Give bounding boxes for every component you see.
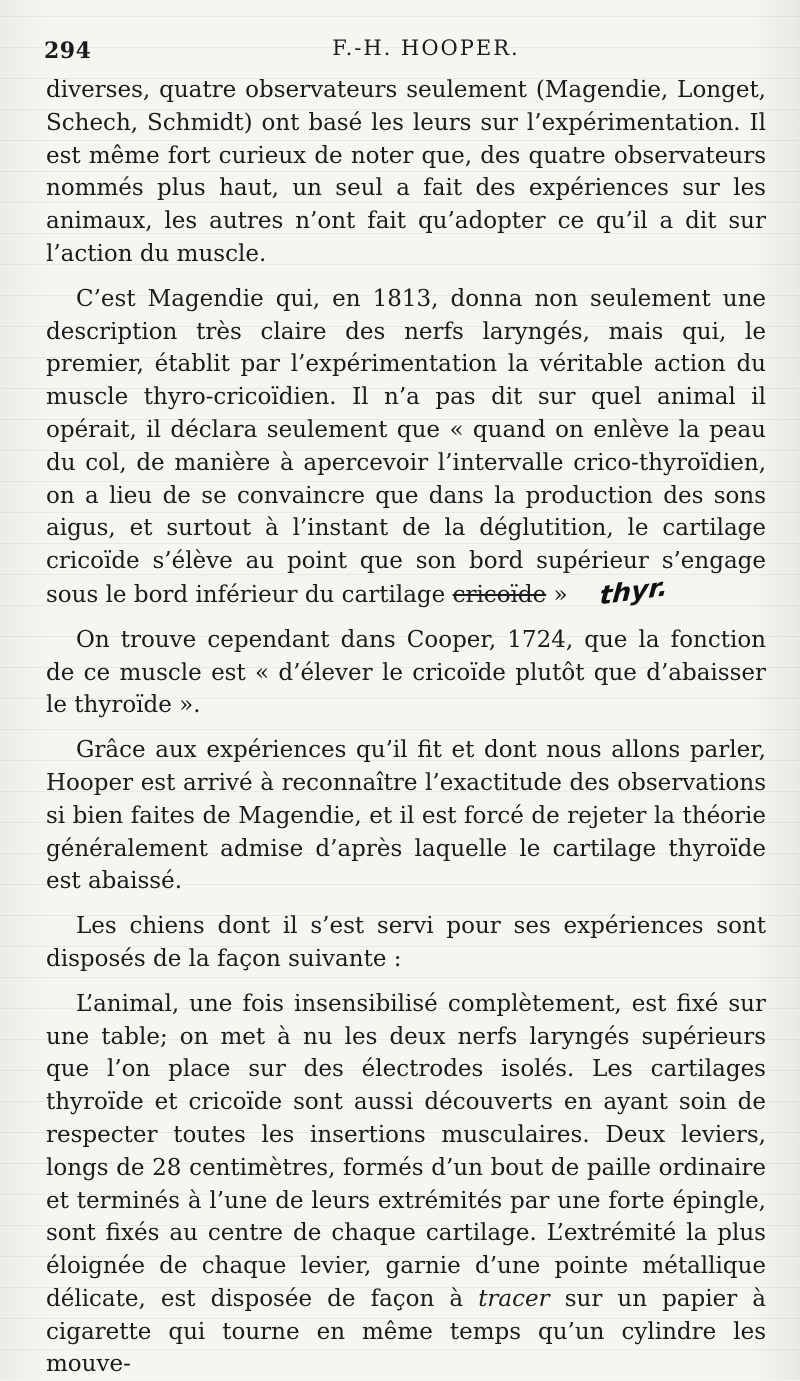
paragraph-5: Les chiens dont il s’est servi pour ses expériences sont disposés de la façon suivante : bbox=[46, 913, 766, 972]
paragraph-3: On trouve cependant dans Cooper, 1724, que la fonction de ce muscle est « d’élever le cricoïde plutôt que d’abaisser le thyroïde ». bbox=[46, 626, 766, 719]
closing-quote: » bbox=[546, 581, 568, 608]
page-header bbox=[44, 32, 768, 68]
paragraph-6-end: sur un papier à cigarette qui tourne en même temps qu’un cylindre les mouve- bbox=[46, 1285, 766, 1378]
paragraph-2 bbox=[46, 283, 766, 612]
handwritten-correction: thyr. bbox=[598, 572, 669, 612]
paragraph-6-text: L’animal, une fois insensibilisé complètement, est fixé sur une table; on met à nu les deux nerfs laryngés supérieurs que l’on place sur des électrodes isolés. Les cartilages thyroïde et cricoïde sont aussi découverts en ayant soin de respecter toutes les insertions musculaires. Deux leviers, longs de 28 centimètres, formés d’un bout de paille ordinaire et terminés à l’une de leurs extrémités par une forte épingle, sont fixés au centre de chaque cartilage. L’extrémité la plus éloignée de chaque levier, garnie d’une pointe métallique délicate, est disposée de façon à bbox=[46, 990, 766, 1312]
running-head: F.-H. HOOPER. bbox=[332, 36, 520, 60]
paragraph-1: diverses, quatre observateurs seulement (Magendie, Longet, Schech, Schmidt) ont basé les leurs sur l’expérimentation. Il est même fort curieux de noter que, des quatre observateurs nommés plus haut, un seul a fait des expériences sur les animaux, les autres n’ont fait qu’adopter ce qu’il a dit sur l’action du muscle. bbox=[46, 77, 766, 267]
paragraph-6 bbox=[46, 988, 766, 1381]
page-number: 294 bbox=[44, 38, 92, 64]
paragraph-2-text: C’est Magendie qui, en 1813, donna non seulement une description très claire des nerfs laryngés, mais qui, le premier, établit par l’expérimentation la véritable action du muscle thyro-cricoïdien. Il n’a pas dit sur quel animal il opérait, il déclara seulement que « quand on enlève la peau du col, de manière à apercevoir l’intervalle crico-thyroïdien, on a lieu de se convaincre que dans la production des sons aigus, et surtout à l’instant de la déglutition, le cartilage cricoïde s’élève au point que son bord supérieur s’engage sous le bord inférieur du cartilage bbox=[46, 285, 766, 608]
struck-word: cricoïde bbox=[452, 581, 547, 608]
body-text bbox=[46, 74, 766, 1381]
italic-word: tracer bbox=[478, 1285, 550, 1312]
paragraph-4: Grâce aux expériences qu’il fit et dont nous allons parler, Hooper est arrivé à reconnaître l’exactitude des observations si bien faites de Magendie, et il est forcé de rejeter la théorie généralement admise d’après laquelle le cartilage thyroïde est abaissé. bbox=[46, 737, 766, 895]
